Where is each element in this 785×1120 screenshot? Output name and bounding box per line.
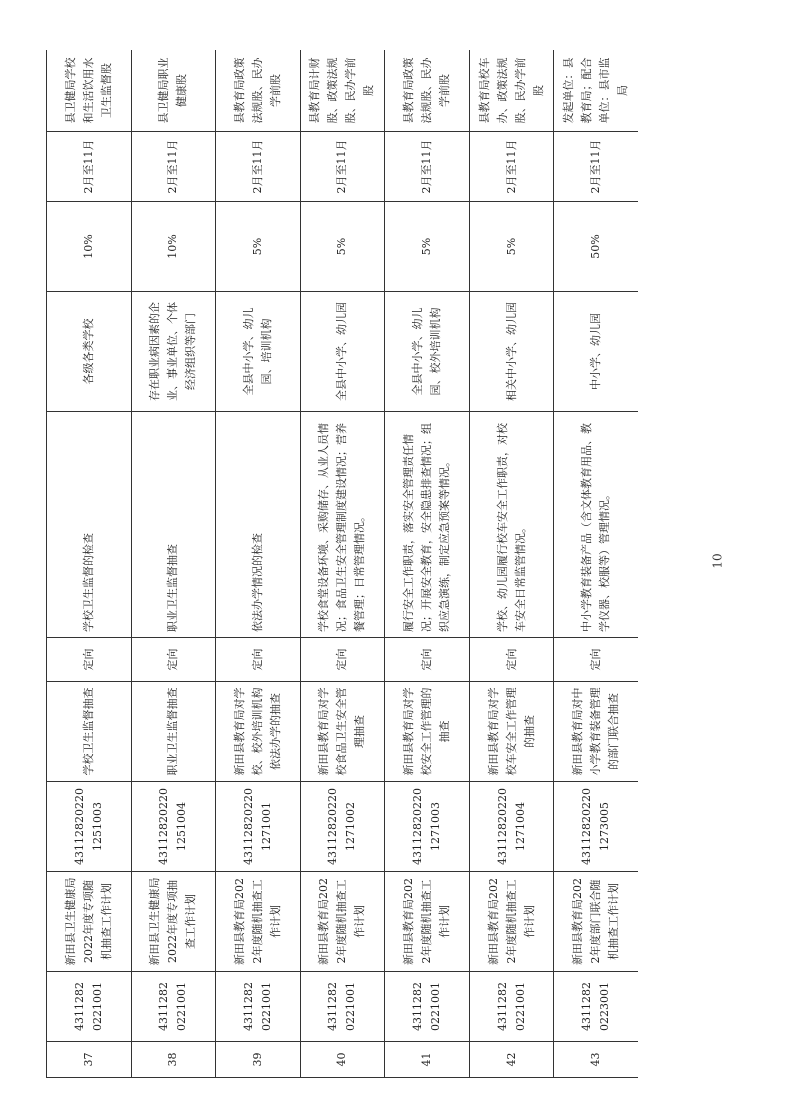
sampling-ratio-cell: 10%: [47, 202, 132, 292]
plan-code-cell: 4311282 0221001: [47, 972, 132, 1042]
plan-name-cell: 新田县教育局2022年度部门联合随机抽查工作计划: [554, 872, 638, 972]
inspection-time-cell: 2月至11月: [469, 132, 554, 202]
row-number-cell: 39: [216, 1042, 301, 1078]
row-number-cell: 43: [554, 1042, 638, 1078]
sampling-ratio-cell: 50%: [554, 202, 638, 292]
plan-code-cell: 4311282 0221001: [216, 972, 301, 1042]
inspection-task-table: [46, 50, 638, 1078]
plan-code-cell: 4311282 0223001: [554, 972, 638, 1042]
plan-name-cell: 新田县卫生健康局2022年度专项随机抽查工作计划: [47, 872, 132, 972]
inspection-target-cell: 存在职业病因素的企业、事业单位、个体经济组织等部门: [131, 292, 216, 412]
table-body: [47, 50, 639, 1078]
inspection-time-cell: 2月至11月: [554, 132, 638, 202]
task-code-cell: 43112820220 1271003: [385, 782, 470, 872]
inspection-content-cell: 履行安全工作职责，落实安全管理责任情况；开展安全教育，安全隐患排查情况；组织应急演练，制定应急预案等情况。: [385, 412, 470, 638]
sampling-ratio-cell: 5%: [300, 202, 385, 292]
table-row: [469, 50, 554, 1078]
plan-code-cell: 4311282 0221001: [385, 972, 470, 1042]
plan-code-cell: 4311282 0221001: [131, 972, 216, 1042]
table-row: [554, 50, 638, 1078]
task-name-cell: 新田县教育局对学校车安全工作管理的抽查: [469, 682, 554, 782]
inspection-target-cell: 中小学、幼儿园: [554, 292, 638, 412]
plan-name-cell: 新田县教育局2022年度随机抽查工作计划: [469, 872, 554, 972]
table-row: [47, 50, 132, 1078]
inspection-target-cell: 全县中小学、幼儿园: [300, 292, 385, 412]
row-number-cell: 38: [131, 1042, 216, 1078]
inspection-target-cell: 相关中小学、幼儿园: [469, 292, 554, 412]
task-code-cell: 43112820220 1271004: [469, 782, 554, 872]
inspection-content-cell: 依法办学情况的检查: [216, 412, 301, 638]
responsible-unit-cell: 发起单位：县教育局；配合单位：县市监局: [554, 50, 638, 132]
task-type-cell: 定向: [131, 638, 216, 682]
task-type-cell: 定向: [300, 638, 385, 682]
row-number-cell: 42: [469, 1042, 554, 1078]
plan-name-cell: 新田县教育局2022年度随机抽查工作计划: [216, 872, 301, 972]
page-number: 10: [710, 553, 725, 569]
task-code-cell: 43112820220 1251003: [47, 782, 132, 872]
inspection-content-cell: 学校食堂设备环境、采购储存、从业人员情况；食品卫生安全管理制度建设情况；营养餐管理；日常管理情况。: [300, 412, 385, 638]
responsible-unit-cell: 县教育局计财股、政策法规股、民办学前股: [300, 50, 385, 132]
task-name-cell: 新田县教育局对学校、校外培训机构依法办学的抽查: [216, 682, 301, 782]
inspection-target-cell: 全县中小学、幼儿园、校外培训机构: [385, 292, 470, 412]
sampling-ratio-cell: 5%: [216, 202, 301, 292]
plan-name-cell: 新田县教育局2022年度随机抽查工作计划: [300, 872, 385, 972]
task-name-cell: 新田县教育局对中小学教育装备管理的部门联合抽查: [554, 682, 638, 782]
inspection-content-cell: 学校卫生监督的检查: [47, 412, 132, 638]
table-row: [131, 50, 216, 1078]
task-code-cell: 43112820220 1273005: [554, 782, 638, 872]
responsible-unit-cell: 县卫健局职业健康股: [131, 50, 216, 132]
task-name-cell: 职业卫生监督抽查: [131, 682, 216, 782]
task-code-cell: 43112820220 1251004: [131, 782, 216, 872]
sampling-ratio-cell: 10%: [131, 202, 216, 292]
inspection-content-cell: 学校、幼儿园履行校车安全工作职责，对校车安全日常监管情况。: [469, 412, 554, 638]
plan-name-cell: 新田县教育局2022年度随机抽查工作计划: [385, 872, 470, 972]
sampling-ratio-cell: 5%: [469, 202, 554, 292]
table-row: [300, 50, 385, 1078]
inspection-content-cell: 职业卫生监督抽查: [131, 412, 216, 638]
responsible-unit-cell: 县教育局政策法规股、民办学前股: [216, 50, 301, 132]
inspection-content-cell: 中小学教育装备产品（含文体教育用品、教学仪器、校服等）管理情况。: [554, 412, 638, 638]
inspection-time-cell: 2月至11月: [131, 132, 216, 202]
inspection-target-cell: 全县中小学、幼儿园、培训机构: [216, 292, 301, 412]
rotated-table-container: [46, 50, 638, 1078]
table-row: [216, 50, 301, 1078]
table-wrapper: [46, 50, 638, 1078]
row-number-cell: 37: [47, 1042, 132, 1078]
task-code-cell: 43112820220 1271001: [216, 782, 301, 872]
inspection-target-cell: 各级各类学校: [47, 292, 132, 412]
inspection-time-cell: 2月至11月: [300, 132, 385, 202]
plan-code-cell: 4311282 0221001: [300, 972, 385, 1042]
responsible-unit-cell: 县教育局校车办、政策法规股、民办学前股: [469, 50, 554, 132]
sampling-ratio-cell: 5%: [385, 202, 470, 292]
responsible-unit-cell: 县教育局政策法规股、民办学前股: [385, 50, 470, 132]
row-number-cell: 40: [300, 1042, 385, 1078]
task-type-cell: 定向: [469, 638, 554, 682]
task-type-cell: 定向: [554, 638, 638, 682]
task-type-cell: 定向: [47, 638, 132, 682]
inspection-time-cell: 2月至11月: [216, 132, 301, 202]
plan-name-cell: 新田县卫生健康局2022年度专项抽查工作计划: [131, 872, 216, 972]
inspection-time-cell: 2月至11月: [385, 132, 470, 202]
responsible-unit-cell: 县卫健局学校和生活饮用水卫生监督股: [47, 50, 132, 132]
row-number-cell: 41: [385, 1042, 470, 1078]
table-row: [385, 50, 470, 1078]
task-code-cell: 43112820220 1271002: [300, 782, 385, 872]
task-type-cell: 定向: [385, 638, 470, 682]
task-name-cell: 新田县教育局对学校食品卫生安全管理抽查: [300, 682, 385, 782]
inspection-time-cell: 2月至11月: [47, 132, 132, 202]
task-type-cell: 定向: [216, 638, 301, 682]
plan-code-cell: 4311282 0221001: [469, 972, 554, 1042]
task-name-cell: 学校卫生监督抽查: [47, 682, 132, 782]
task-name-cell: 新田县教育局对学校安全工作管理的抽查: [385, 682, 470, 782]
